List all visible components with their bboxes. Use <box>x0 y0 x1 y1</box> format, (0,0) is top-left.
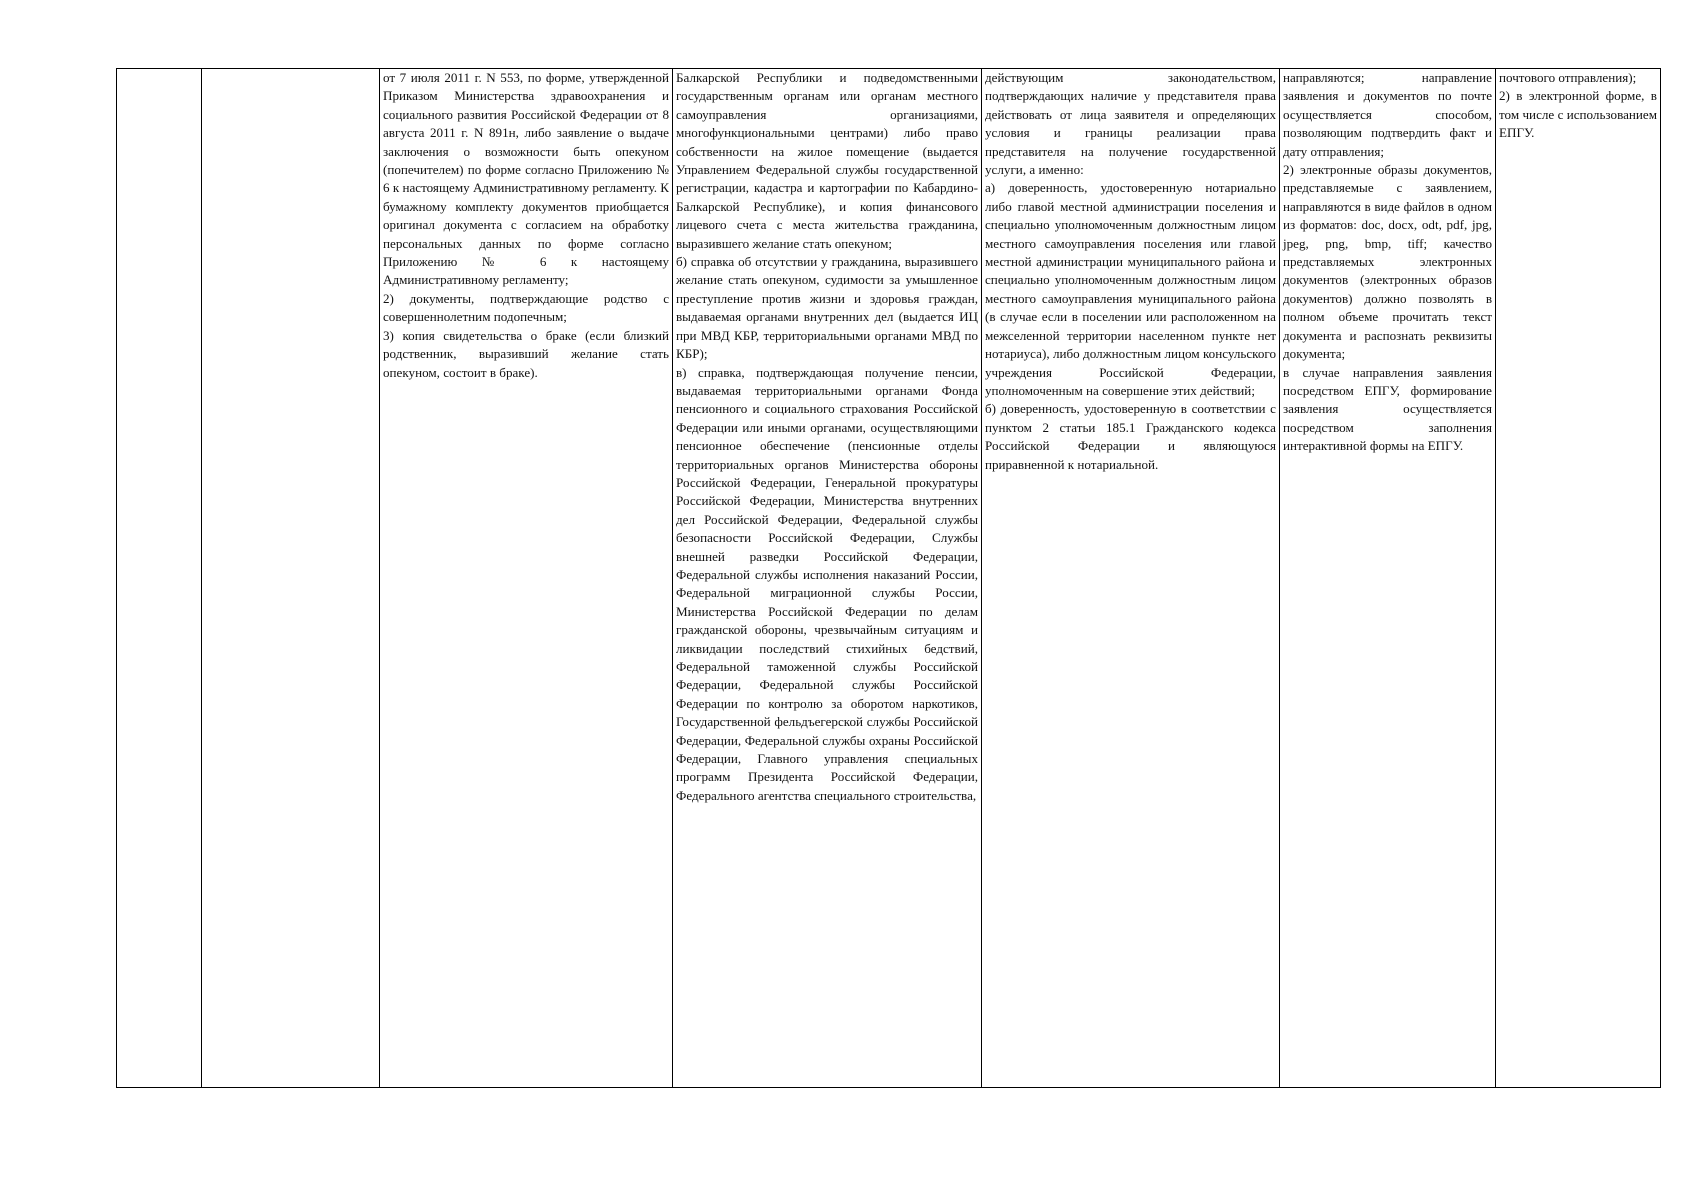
cell-paragraph: направляются; направление заявления и документов по почте осуществляется способом, позволяющим подтвердить факт и дату отправления; <box>1283 70 1492 159</box>
cell-paragraph: 2) документы, подтверждающие родство с совершеннолетним подопечным; <box>383 290 669 325</box>
cell-paragraph: б) справка об отсутствии у гражданина, выразившего желание стать опекуном, судимости за умышленное преступление против жизни и здоровья граждан, выдаваемая органами внутренних дел (выдается ИЦ при МВД КБР, территориальными органами МВД по КБР); <box>676 254 978 362</box>
cell-text <box>1499 69 1657 143</box>
cell-paragraph: а) доверенность, удостоверенную нотариально либо главой местной администрации поселения и специально уполномоченным должностным лицом местного самоуправления поселения или главой местной администрации муниципального района и специально уполномоченным должностным лицом местного самоуправления муниципального района (в случае если в поселении или расположенном на межселенной территории населенном пункте нет нотариуса), либо должностным лицом консульского учреждения Российской Федерации, уполномоченным на совершение этих действий; <box>985 180 1276 398</box>
cell-paragraph: 3) копия свидетельства о браке (если близкий родственник, выразивший желание стать опекуном, состоит в браке). <box>383 327 669 380</box>
cell-text <box>676 69 978 805</box>
table-cell-col-3 <box>380 69 673 1088</box>
table-cell-col-2 <box>202 69 380 1088</box>
table-cell-col-5 <box>982 69 1280 1088</box>
table-row <box>117 69 1661 1088</box>
services-table <box>116 68 1661 1088</box>
cell-paragraph: действующим законодательством, подтверждающих наличие у представителя права действовать от лица заявителя и определяющих условия и границы реализации права представителя на получение государственной услуги, а именно: <box>985 70 1276 178</box>
cell-paragraph: от 7 июля 2011 г. N 553, по форме, утвержденной Приказом Министерства здравоохранения и социального развития Российской Федерации от 8 августа 2011 г. N 891н, либо заявление о выдаче заключения о возможности быть опекуном (попечителем) по форме согласно Приложению № 6 к настоящему Административному регламенту. К бумажному комплекту документов приобщается оригинал документа с согласием на обработку персональных данных по форме согласно Приложению № 6 к настоящему Административному регламенту; <box>383 70 669 288</box>
table-cell-col-1 <box>117 69 202 1088</box>
cell-paragraph: 2) электронные образы документов, представляемые с заявлением, направляются в виде файлов в одном из форматов: doc, docx, odt, pdf, jpg, jpeg, png, bmp, tiff; качество представляемых электронных документов (электронных образов документов) должно позволять в полном объеме прочитать текст документа и распознать реквизиты документа; <box>1283 162 1492 362</box>
cell-paragraph: в случае направления заявления посредством ЕПГУ, формирование заявления осуществляется посредством заполнения интерактивной формы на ЕПГУ. <box>1283 364 1492 454</box>
cell-paragraph: в) справка, подтверждающая получение пенсии, выдаваемая территориальными органами Фонда пенсионного и социального страхования Российской Федерации или иными органами, осуществляющими пенсионное обеспечение (пенсионные отделы территориальных органов Министерства обороны Российской Федерации, Генеральной прокуратуры Российской Федерации, Министерства внутренних дел Российской Федерации, Федеральной службы безопасности Российской Федерации, Службы внешней разведки Российской Федерации, Федеральной службы исполнения наказаний России, Федеральной миграционной службы России, Министерства Российской Федерации по делам гражданской обороны, чрезвычайным ситуациям и ликвидации последствий стихийных бедствий, Федеральной таможенной службы Российской Федерации, Федеральной службы Российской Федерации по контролю за оборотом наркотиков, Государственной фельдъегерской службы Российской Федерации, Федеральной службы охраны Российской Федерации, Главного управления специальных программ Президента Российской Федерации, Федерального агентства специального строительства, <box>676 364 978 803</box>
cell-text <box>383 69 669 382</box>
cell-text <box>985 69 1276 474</box>
cell-paragraph: почтового отправления); <box>1499 70 1637 85</box>
cell-text <box>1283 69 1492 456</box>
table-cell-col-7 <box>1496 69 1661 1088</box>
table-cell-col-6 <box>1280 69 1496 1088</box>
table-cell-col-4 <box>673 69 982 1088</box>
cell-paragraph: 2) в электронной форме, в том числе с использованием ЕПГУ. <box>1499 88 1657 141</box>
cell-paragraph: Балкарской Республики и подведомственными государственным органам или органам местного самоуправления организациями, многофункциональными центрами) либо право собственности на жилое помещение (выдается Управлением Федеральной службы государственной регистрации, кадастра и картографии по Кабардино-Балкарской Республике), и копия финансового лицевого счета с места жительства гражданина, выразившего желание стать опекуном; <box>676 70 978 251</box>
cell-paragraph: б) доверенность, удостоверенную в соответствии с пунктом 2 статьи 185.1 Гражданского кодекса Российской Федерации и являющуюся приравненной к нотариальной. <box>985 401 1276 472</box>
